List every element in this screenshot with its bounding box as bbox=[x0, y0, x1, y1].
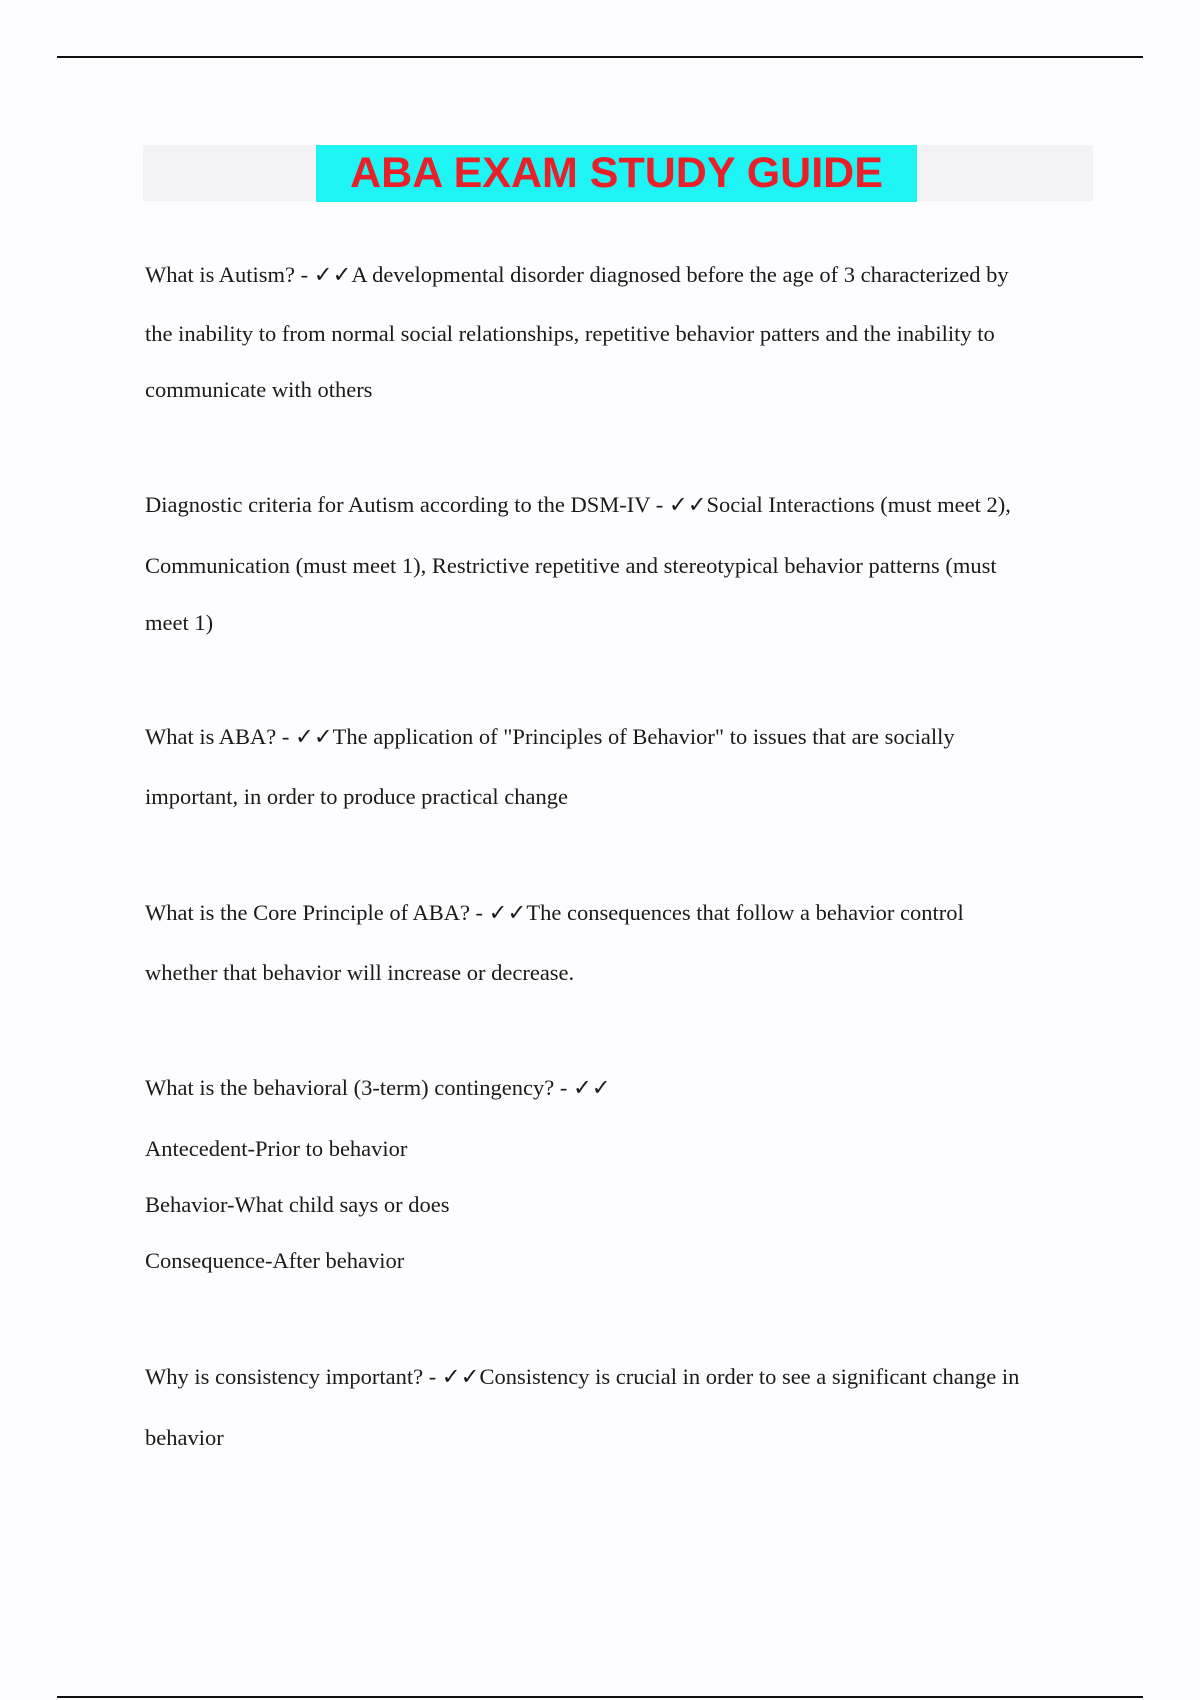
page-title: ABA EXAM STUDY GUIDE bbox=[350, 149, 883, 197]
entry-2-line-1: Diagnostic criteria for Autism according to the DSM-IV - ✓✓Social Interactions (must meet 2), bbox=[145, 492, 1011, 517]
entry-2-line-3: meet 1) bbox=[145, 610, 214, 635]
entry-4-line-2: whether that behavior will increase or decrease. bbox=[145, 960, 575, 985]
entry-5-line-4: Consequence-After behavior bbox=[145, 1248, 405, 1273]
entry-5-line-3: Behavior-What child says or does bbox=[145, 1192, 450, 1217]
entry-3-line-1: What is ABA? - ✓✓The application of "Principles of Behavior" to issues that are socially bbox=[145, 724, 955, 749]
entry-6-line-2: behavior bbox=[145, 1425, 224, 1450]
footer-rule bbox=[57, 1696, 1143, 1698]
entry-2-line-2: Communication (must meet 1), Restrictive repetitive and stereotypical behavior patterns (must bbox=[145, 553, 997, 578]
entry-6-line-1: Why is consistency important? - ✓✓Consistency is crucial in order to see a significant change in bbox=[145, 1364, 1020, 1389]
entry-3-line-2: important, in order to produce practical change bbox=[145, 784, 568, 809]
entry-1-line-3: communicate with others bbox=[145, 377, 373, 402]
header-rule bbox=[57, 56, 1143, 58]
entry-1-line-1: What is Autism? - ✓✓A developmental disorder diagnosed before the age of 3 characterized by bbox=[145, 262, 1009, 287]
entry-5-line-2: Antecedent-Prior to behavior bbox=[145, 1136, 408, 1161]
entry-4-line-1: What is the Core Principle of ABA? - ✓✓The consequences that follow a behavior control bbox=[145, 900, 964, 925]
entry-1-line-2: the inability to from normal social relationships, repetitive behavior patters and the inability to bbox=[145, 321, 995, 346]
entry-5-line-1: What is the behavioral (3-term) contingency? - ✓✓ bbox=[145, 1075, 611, 1100]
